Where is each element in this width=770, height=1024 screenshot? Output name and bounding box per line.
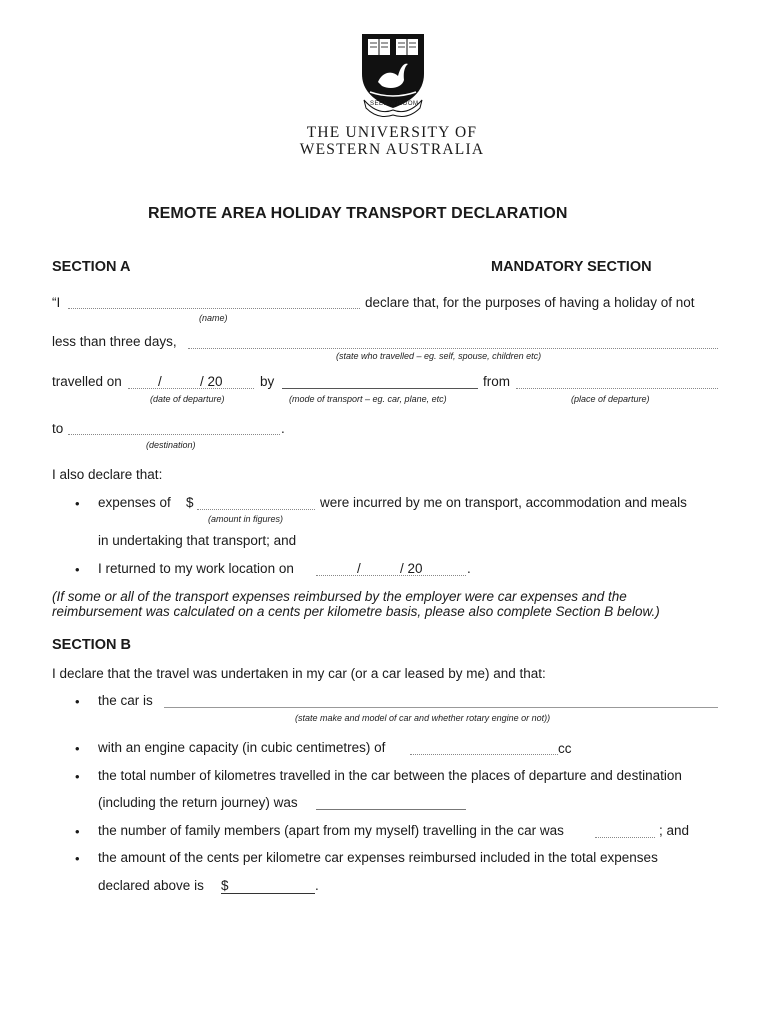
also-declare-text: I also declare that:: [52, 467, 163, 482]
destination-period: .: [281, 421, 285, 436]
who-travelled-field[interactable]: [188, 348, 718, 349]
undertaking-text: in undertaking that transport; and: [98, 533, 297, 548]
declaration-open-quote: “I: [52, 295, 61, 310]
engine-capacity-text: with an engine capacity (in cubic centimetres) of: [98, 740, 386, 755]
car-is-label: the car is: [98, 693, 153, 708]
departure-date-slash: /: [158, 374, 162, 389]
mode-of-transport-field[interactable]: [282, 388, 478, 389]
departure-date-year-prefix: / 20: [200, 374, 223, 389]
bullet-cents: •: [75, 851, 80, 866]
section-b-heading: SECTION B: [52, 637, 131, 653]
place-of-departure-field[interactable]: [516, 388, 718, 389]
name-caption: (name): [199, 313, 228, 323]
crest-motto: SEEK WISDOM: [370, 101, 419, 107]
travelled-on-label: travelled on: [52, 374, 122, 389]
university-name-line1: THE UNIVERSITY OF: [306, 124, 478, 141]
return-date-period: .: [467, 561, 471, 576]
place-of-departure-caption: (place of departure): [571, 394, 650, 404]
return-date-slash: /: [357, 561, 361, 576]
by-label: by: [260, 374, 275, 389]
bullet-engine: •: [75, 741, 80, 756]
section-a-heading: SECTION A: [52, 259, 131, 275]
section-b-note-line1: (If some or all of the transport expenses reimbursed by the employer were car expenses and the: [52, 589, 627, 604]
mode-of-transport-caption: (mode of transport – eg. car, plane, etc): [289, 394, 447, 404]
expenses-of-label: expenses of: [98, 495, 171, 510]
declaration-line1-text: declare that, for the purposes of having a holiday of not: [365, 295, 695, 310]
amount-caption: (amount in figures): [208, 514, 284, 524]
bullet-returned: •: [75, 562, 80, 577]
kilometres-line1: the total number of kilometres travelled in the car between the places of departure and destination: [98, 768, 682, 783]
return-date-field[interactable]: [316, 575, 466, 576]
engine-capacity-field[interactable]: [410, 754, 558, 755]
family-members-end: ; and: [659, 823, 690, 838]
bullet-kilometres: •: [75, 769, 80, 784]
to-label: to: [52, 421, 64, 436]
bullet-expenses: •: [75, 496, 80, 511]
returned-text: I returned to my work location on: [98, 561, 294, 576]
cc-label: cc: [558, 741, 572, 756]
from-label: from: [483, 374, 510, 389]
name-field[interactable]: [68, 308, 360, 309]
kilometres-field[interactable]: [316, 809, 466, 810]
expenses-rest-text: were incurred by me on transport, accommodation and meals: [320, 495, 687, 510]
destination-field[interactable]: [68, 434, 280, 435]
cents-line2: declared above is: [98, 878, 204, 893]
cents-line1: the amount of the cents per kilometre car expenses reimbursed included in the total expenses: [98, 850, 658, 865]
family-members-text: the number of family members (apart from my myself) travelling in the car was: [98, 823, 564, 838]
return-date-year-prefix: / 20: [400, 561, 423, 576]
car-caption: (state make and model of car and whether rotary engine or not)): [295, 713, 551, 723]
cents-period: .: [315, 878, 319, 893]
who-travelled-caption: (state who travelled – eg. self, spouse, children etc): [336, 351, 542, 361]
cents-dollar-sign: $: [221, 878, 229, 893]
section-b-note-line2: reimbursement was calculated on a cents per kilometre basis, please also complete Section B below.): [52, 604, 660, 619]
expenses-dollar-sign: $: [186, 495, 194, 510]
departure-date-caption: (date of departure): [150, 394, 225, 404]
expenses-amount-field[interactable]: [197, 509, 315, 510]
bullet-car: •: [75, 694, 80, 709]
departure-date-field[interactable]: [128, 388, 254, 389]
mandatory-section-label: MANDATORY SECTION: [491, 259, 652, 275]
form-title: REMOTE AREA HOLIDAY TRANSPORT DECLARATION: [148, 205, 568, 222]
destination-caption: (destination): [146, 440, 196, 450]
kilometres-line2: (including the return journey) was: [98, 795, 298, 810]
bullet-family: •: [75, 824, 80, 839]
university-name-line2: WESTERN AUSTRALIA: [299, 141, 485, 158]
car-make-model-field[interactable]: [164, 707, 718, 708]
section-b-intro: I declare that the travel was undertaken in my car (or a car leased by me) and that:: [52, 666, 546, 681]
family-members-field[interactable]: [595, 837, 655, 838]
cents-amount-field[interactable]: [221, 893, 315, 894]
declaration-line2-text: less than three days,: [52, 334, 177, 349]
